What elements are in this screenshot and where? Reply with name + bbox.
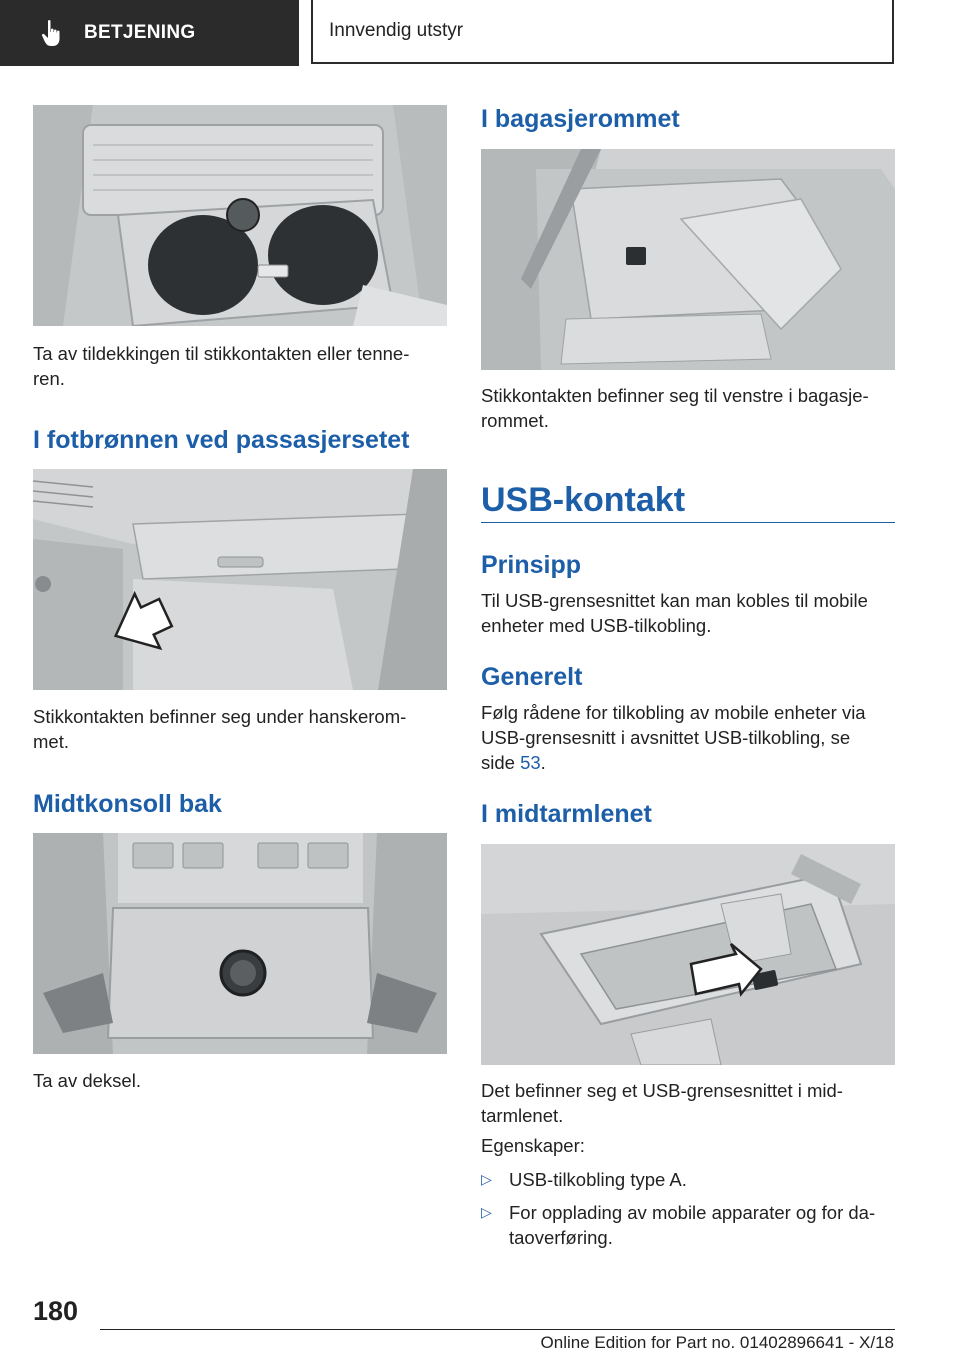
header-section-tab (0, 0, 299, 66)
caption-cupholder-line2: ren. (33, 368, 65, 389)
heading-trunk: I bagasjerommet (481, 105, 680, 133)
heading-armrest: I midtarmlenet (481, 800, 652, 828)
triangle-bullet-icon: ▷ (481, 1204, 492, 1220)
triangle-bullet-icon: ▷ (481, 1171, 492, 1187)
properties-label: Egenskaper: (481, 1135, 585, 1156)
property-text-line2: taoverføring. (509, 1227, 613, 1248)
property-item-charging (481, 1200, 875, 1250)
text-general (481, 700, 866, 775)
footer-edition: Online Edition for Part no. 01402896641 - X/18 (540, 1333, 894, 1352)
page-reference-link[interactable]: 53 (520, 752, 541, 773)
heading-rear-console: Midtkonsoll bak (33, 790, 222, 818)
header-chapter-tab (311, 0, 894, 64)
text-principle (481, 588, 868, 638)
caption-footwell-line1: Stikkontakten befinner seg under hanskerom- (33, 706, 407, 727)
caption-trunk-line1: Stikkontakten befinner seg til venstre i bagasje- (481, 385, 869, 406)
header-chapter-label: Innvendig utstyr (329, 20, 464, 41)
caption-armrest (481, 1078, 843, 1128)
heading-rule (481, 522, 895, 523)
property-text-line1: For opplading av mobile apparater og for da- (509, 1202, 876, 1223)
text-general-line1: Følg rådene for tilkobling av mobile enheter via (481, 702, 866, 723)
property-text: USB-tilkobling type A. (509, 1169, 687, 1190)
heading-footwell: I fotbrønnen ved passasjersetet (33, 426, 410, 454)
caption-footwell (33, 704, 406, 754)
header-section-label: BETJENING (84, 22, 196, 43)
caption-rear-console: Ta av deksel. (33, 1070, 141, 1091)
caption-trunk-line2: rommet. (481, 410, 549, 431)
caption-armrest-line2: tarmlenet. (481, 1105, 564, 1126)
caption-cupholder-line1: Ta av tildekkingen til stikkontakten eller tenne- (33, 343, 410, 364)
figure-cupholder (33, 105, 447, 326)
text-general-line3: side (481, 752, 521, 773)
text-principle-line1: Til USB-grensesnittet kan man kobles til mobile (481, 590, 868, 611)
footer-rule (100, 1329, 895, 1330)
caption-cupholder (33, 341, 409, 391)
text-principle-line2: enheter med USB-tilkobling. (481, 615, 712, 636)
property-item-usb-type (481, 1167, 687, 1192)
figure-rear-console (33, 833, 447, 1054)
text-general-line2: USB-grensesnitt i avsnittet USB-tilkobling, se (481, 727, 851, 748)
property-text (509, 1200, 875, 1250)
caption-trunk (481, 383, 869, 433)
heading-usb-connector: USB-kontakt (481, 481, 686, 519)
caption-armrest-line1: Det befinner seg et USB-grensesnittet i mid- (481, 1080, 843, 1101)
text-general-period: . (540, 752, 546, 773)
caption-footwell-line2: met. (33, 731, 69, 752)
hand-pointer-icon (40, 19, 64, 47)
figure-footwell (33, 469, 447, 690)
figure-trunk (481, 149, 895, 370)
page-number: 180 (33, 1296, 79, 1326)
heading-general: Generelt (481, 663, 583, 691)
figure-armrest (481, 844, 895, 1065)
heading-principle: Prinsipp (481, 551, 582, 579)
